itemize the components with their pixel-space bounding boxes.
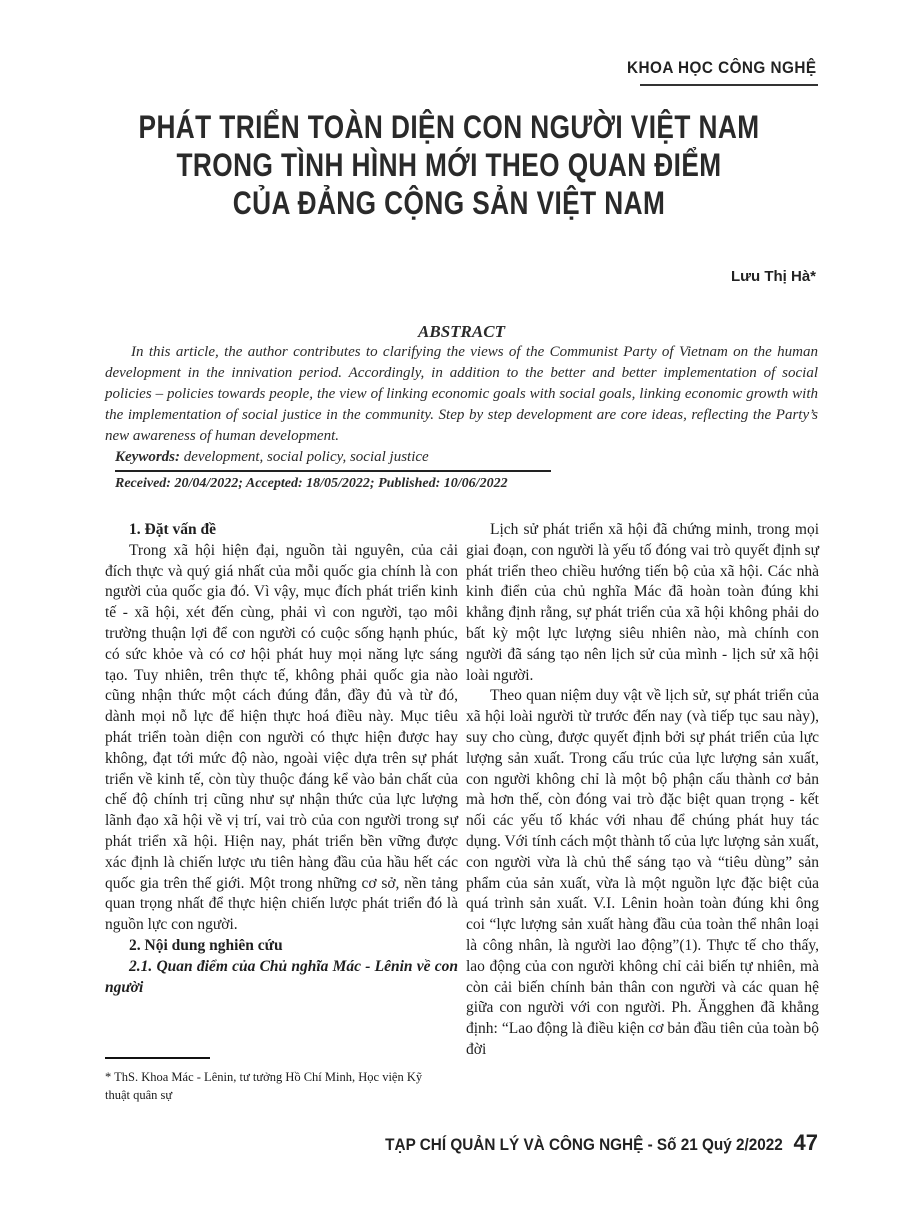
abstract [105,322,818,492]
header-rule [640,84,818,86]
footnote-rule [105,1057,210,1059]
footnote: * ThS. Khoa Mác - Lênin, tư tưởng Hồ Chí Minh, Học viện Kỹ thuật quân sự [105,1070,423,1102]
keywords-label: Keywords: [115,449,180,465]
keywords-list: development, social policy, social justice [180,449,429,465]
section-heading: 1. Đặt vấn đề [129,521,216,538]
title-line: TRONG TÌNH HÌNH MỚI THEO QUAN ĐIỂM [176,147,722,183]
paragraph: Theo quan niệm duy vật về lịch sử, sự phát triển của xã hội loài người từ trước đến nay (và tiếp tục sau này), suy cho cùng, được quyết định bởi sự phát triển của lực lượng sản xuất. Trong cấu trúc của lực lượng sản xuất, con người không chỉ là một bộ phận cấu thành cơ bản mà hơn thế, còn đóng vai trò đặc biệt quan trọng - kết nối các yếu tố khác với nhau để chúng phát huy tác dụng. Với tính cách một thành tố của lực lượng sản xuất, con người vừa là chủ thể sáng tạo và “tiêu dùng” sản phẩm của sản xuất, vừa là một nguồn lực đặc biệt của quá trình sản xuất. V.I. Lênin hoàn toàn đúng khi ông coi “lực lượng sản xuất hàng đầu của toàn thể nhân loại là công nhân, là người lao động”(1). Thực tế cho thấy, lao động của con người không chỉ cải biến tự nhiên, mà còn cải biến chính bản thân con người và các quan hệ giữa con người với con người. Ph. Ăngghen đã khẳng định: “Lao động là điều kiện cơ bản đầu tiên của toàn bộ đời [466,687,819,1058]
publication-dates: Received: 20/04/2022; Accepted: 18/05/2022; Published: 10/06/2022 [115,476,508,491]
paragraph: Lịch sử phát triển xã hội đã chứng minh, trong mọi giai đoạn, con người là yếu tố đóng vai trò quyết định sự phát triển theo chiều hướng tiến bộ của xã hội. Các nhà kinh điển của chủ nghĩa Mác đã hoàn toàn đúng khi khẳng định rằng, sự phát triển của xã hội không phải do bất kỳ một lực lượng siêu nhiên nào, mà chính con người đã sáng tạo nên lịch sử của mình - lịch sử xã hội loài người. [466,521,819,684]
subsection-heading: 2.1. Quan điểm của Chủ nghĩa Mác - Lênin về con người [105,957,458,996]
section-label: KHOA HỌC CÔNG NGHỆ [626,58,816,77]
left-column [105,520,458,998]
page-footer [341,1130,818,1156]
section-heading: 2. Nội dung nghiên cứu [129,936,283,954]
title-line: CỦA ĐẢNG CỘNG SẢN VIỆT NAM [232,185,666,221]
author: Lưu Thị Hà* [730,268,816,285]
paragraph: Trong xã hội hiện đại, nguồn tài nguyên, của cải đích thực và quý giá nhất của mỗi quốc gia chính là con người của quốc gia đó. Vì vậy, mục đích phát triển kinh tế - xã hội, xét đến cùng, phải vì con người, tạo môi trường thuận lợi để con người có cuộc sống hạnh phúc, có sức khỏe và có cơ hội phát huy mọi năng lực sáng tạo. Tuy nhiên, trên thực tế, không phải quốc gia nào cũng nhận thức một cách đúng đắn, đầy đủ và từ đó, dành mọi nỗ lực để hiện thực hoá điều này. Mục tiêu phát triển toàn diện con người có thực hiện được hay không, đạt tới mức độ nào, ngoài việc dựa trên sự phát triển về kinh tế, còn tùy thuộc đáng kể vào bản chất của chế độ chính trị cũng như sự nhận thức của lực lượng lãnh đạo xã hội về vị trí, vai trò của con người trong sự phát triển xã hội. Hiện nay, phát triển bền vững được xác định là chiến lược ưu tiên hàng đầu của hầu hết các quốc gia trên thế giới. Một trong những cơ sở, nền tảng quan trọng nhất để thực hiện chiến lược phát triển đó là nguồn lực con người. [105,541,458,934]
page-number: 47 [793,1130,818,1155]
right-column [466,520,819,1061]
article-title [60,108,838,222]
abstract-heading: ABSTRACT [418,322,505,341]
keywords [115,447,551,472]
title-line: PHÁT TRIỂN TOÀN DIỆN CON NGƯỜI VIỆT NAM [138,109,760,145]
abstract-body: In this article, the author contributes to clarifying the views of the Communist Party of Vietnam on the human development in the innivation period. Accordingly, in addition to the better and better implementation of social policies – policies towards people, the view of linking economic goals with social goals, linking economic growth with the implementation of social justice in the community. Step by step development are core ideas, reflecting the Party’s new awareness of human development. [105,344,818,444]
journal-name: TẠP CHÍ QUẢN LÝ VÀ CÔNG NGHỆ - Số 21 Quý 2/2022 [385,1135,783,1154]
